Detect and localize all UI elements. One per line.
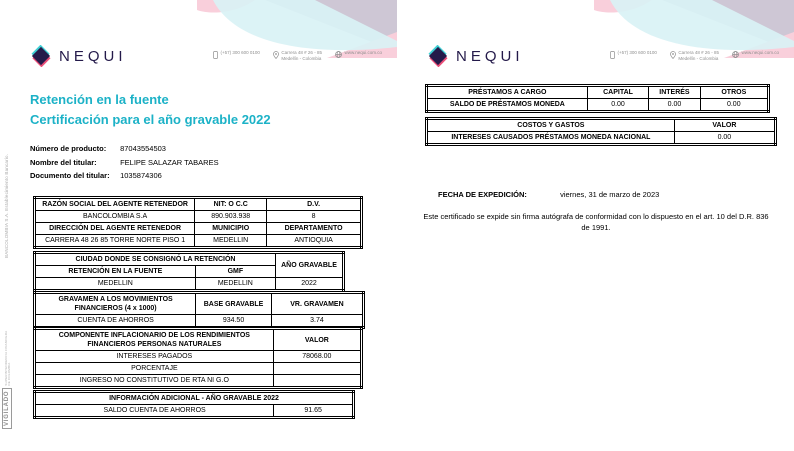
table-row — [35, 392, 354, 405]
table-header-cell: INTERÉS — [649, 86, 700, 99]
contact-phone — [610, 50, 657, 59]
contact-address-text — [281, 50, 322, 61]
table-header-cell: COMPONENTE INFLACIONARIO DE LOS RENDIMIENTOS FINANCIEROS PERSONAS NATURALES — [35, 329, 274, 351]
nequi-logo-text: NEQUI — [59, 47, 127, 65]
prestamos-a-cargo-table — [425, 84, 770, 113]
globe-icon — [732, 51, 739, 58]
contact-phone — [213, 50, 260, 59]
superintendencia-line1: SUPERINTENDENCIA FINANCIERA — [3, 330, 8, 386]
contact-website — [335, 50, 382, 58]
contact-address — [670, 50, 719, 61]
globe-icon — [335, 51, 342, 58]
table-value-cell: 0.00 — [649, 99, 700, 112]
table-row — [427, 132, 776, 145]
table-value-cell: MEDELLIN — [195, 235, 267, 248]
contact-address — [273, 50, 322, 61]
table-header-cell: PRÉSTAMOS A CARGO — [427, 86, 588, 99]
table-value-cell: 890.903.938 — [195, 211, 267, 223]
table-row — [427, 99, 769, 112]
vigilado-mark — [2, 331, 12, 429]
nequi-logo — [427, 45, 524, 67]
table-row — [35, 253, 344, 266]
table-header-cell: DEPARTAMENTO — [267, 223, 362, 235]
page-title-line1: Retención en la fuente — [30, 92, 169, 107]
location-pin-icon — [273, 51, 279, 59]
componente-inflacionario-table — [33, 327, 363, 389]
page-title-line2: Certificación para el año gravable 2022 — [30, 111, 271, 127]
table-value-cell: INGRESO NO CONSTITUTIVO DE RTA NI G.O — [35, 375, 274, 388]
table-header-cell: DIRECCIÓN DEL AGENTE RETENEDOR — [35, 223, 195, 235]
table-value-cell: BANCOLOMBIA S.A — [35, 211, 195, 223]
table-value-cell: CUENTA DE AHORROS — [35, 315, 196, 328]
gravamen-movimientos-table — [33, 291, 365, 329]
table-row — [35, 235, 362, 248]
contact-website-text: www.nequi.com.co — [741, 50, 779, 55]
table-value-cell: 2022 — [276, 278, 344, 291]
table-row — [35, 223, 362, 235]
field-value: 87043554503 — [120, 144, 166, 153]
holder-fields — [30, 142, 219, 183]
fecha-expedicion-label: FECHA DE EXPEDICIÓN: — [438, 190, 527, 199]
table-row — [427, 119, 776, 132]
contact-phone-text: (+57) 300 600 0100 — [220, 50, 260, 55]
location-pin-icon — [670, 51, 676, 59]
superintendencia-line2: DE COLOMBIA — [7, 362, 12, 386]
table-row — [35, 405, 354, 418]
table-header-cell: INFORMACIÓN ADICIONAL - AÑO GRAVABLE 2022 — [35, 392, 354, 405]
fecha-expedicion — [438, 190, 659, 199]
table-row — [427, 86, 769, 99]
table-value-cell: 78068.00 — [273, 351, 361, 363]
table-value-cell: ANTIOQUIA — [267, 235, 362, 248]
vigilado-badge: VIGILADO — [2, 388, 12, 429]
contact-address-text — [678, 50, 719, 61]
table-header-cell: VALOR — [674, 119, 775, 132]
certificate-note: Este certificado se expide sin firma autógrafa de conformidad con lo dispuesto en el art. 10 del D.R. 836 de 1991. — [423, 212, 769, 232]
page-title — [30, 90, 271, 129]
contact-phone-text: (+57) 300 600 0100 — [617, 50, 657, 55]
field-product-number — [30, 142, 219, 156]
table-value-cell: CARRERA 48 26 85 TORRE NORTE PISO 1 — [35, 235, 195, 248]
table-header-cell: NIT: O C.C — [195, 198, 267, 211]
table-value-cell: 0.00 — [700, 99, 768, 112]
agente-retenedor-table — [33, 196, 363, 249]
table-header-cell: MUNICIPIO — [195, 223, 267, 235]
field-holder-name — [30, 156, 219, 170]
fecha-expedicion-value: viernes, 31 de marzo de 2023 — [560, 190, 660, 199]
ciudad-retencion-table — [33, 251, 345, 292]
contact-address-line1: Carrera 48 # 26 - 85 — [678, 50, 719, 55]
superintendencia-text — [5, 331, 12, 386]
table-header-cell: OTROS — [700, 86, 768, 99]
table-header-cell: SALDO DE PRÉSTAMOS MONEDA — [427, 99, 588, 112]
certificate-page-2 — [397, 0, 794, 451]
table-row — [35, 363, 362, 375]
table-header-cell: RAZÓN SOCIAL DEL AGENTE RETENEDOR — [35, 198, 195, 211]
field-label: Nombre del titular: — [30, 157, 97, 167]
table-header-cell: CIUDAD DONDE SE CONSIGNÓ LA RETENCIÓN — [35, 253, 276, 266]
table-value-cell: 8 — [267, 211, 362, 223]
phone-icon — [610, 51, 615, 59]
table-row — [35, 315, 364, 328]
table-value-cell: 934.50 — [196, 315, 272, 328]
table-row — [35, 293, 364, 315]
nequi-diamond-icon — [427, 45, 449, 67]
table-value-cell: 0.00 — [587, 99, 649, 112]
table-value-cell: MEDELLIN — [35, 278, 196, 291]
table-row — [35, 329, 362, 351]
table-value-cell: 3.74 — [271, 315, 363, 328]
nequi-logo-text: NEQUI — [456, 47, 524, 65]
table-value-cell: MEDELLIN — [195, 278, 275, 291]
informacion-adicional-table — [33, 390, 355, 419]
table-value-cell: 91.65 — [274, 405, 354, 418]
nequi-logo — [30, 45, 127, 67]
table-header-cell: RETENCIÓN EN LA FUENTE — [35, 266, 196, 278]
table-header-cell: GRAVAMEN A LOS MOVIMIENTOS FINANCIEROS (4 x 1000) — [35, 293, 196, 315]
table-row — [35, 198, 362, 211]
table-header-cell: INTERESES CAUSADOS PRÉSTAMOS MONEDA NACIONAL — [427, 132, 675, 145]
table-value-cell: INTERESES PAGADOS — [35, 351, 274, 363]
nequi-diamond-icon — [30, 45, 52, 67]
field-value: 1035874306 — [120, 171, 162, 180]
table-row — [35, 351, 362, 363]
contact-website — [732, 50, 779, 58]
contact-address-line2: Medellín - Colombia — [281, 55, 322, 61]
table-value-cell: PORCENTAJE — [35, 363, 274, 375]
field-holder-document — [30, 169, 219, 183]
costos-y-gastos-table — [425, 117, 777, 146]
contact-address-line2: Medellín - Colombia — [678, 55, 719, 61]
table-value-cell: 0.00 — [674, 132, 775, 145]
field-label: Documento del titular: — [30, 171, 110, 180]
table-row — [35, 375, 362, 388]
table-header-cell: D.V. — [267, 198, 362, 211]
contact-info — [610, 50, 788, 61]
table-header-cell: VR. GRAVAMEN — [271, 293, 363, 315]
table-header-cell: GMF — [195, 266, 275, 278]
table-header-cell: COSTOS Y GASTOS — [427, 119, 675, 132]
contact-website-text: www.nequi.com.co — [344, 50, 382, 55]
table-row — [35, 278, 344, 291]
table-header-cell: VALOR — [273, 329, 361, 351]
table-header-cell: CAPITAL — [587, 86, 649, 99]
sidebar-bancolombia-text: BANCOLOMBIA S.A. Establecimiento Bancario. — [4, 153, 9, 258]
table-header-cell: BASE GRAVABLE — [196, 293, 272, 315]
phone-icon — [213, 51, 218, 59]
contact-info — [213, 50, 391, 61]
contact-address-line1: Carrera 48 # 26 - 85 — [281, 50, 322, 55]
table-value-cell: SALDO CUENTA DE AHORROS — [35, 405, 274, 418]
table-value-cell — [273, 375, 361, 388]
field-value: FELIPE SALAZAR TABARES — [120, 157, 219, 167]
field-label: Número de producto: — [30, 144, 107, 153]
table-row — [35, 211, 362, 223]
table-value-cell — [273, 363, 361, 375]
table-header-cell: AÑO GRAVABLE — [276, 253, 344, 278]
